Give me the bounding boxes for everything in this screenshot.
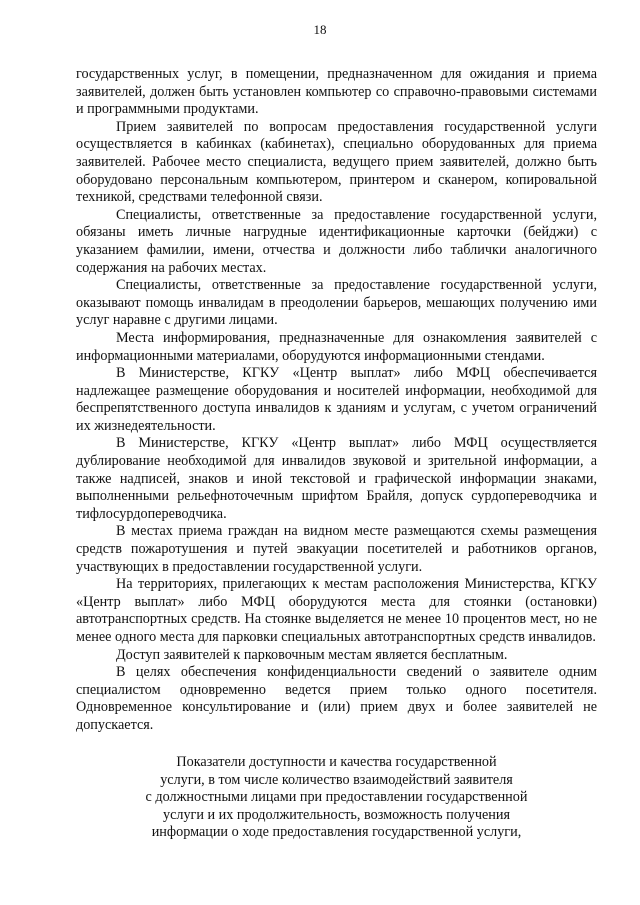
heading-line: Показатели доступности и качества государственной xyxy=(176,754,497,770)
paragraph: На территориях, прилегающих к местам расположения Министерства, КГКУ «Центр выплат» либо МФЦ оборудуются места для стоянки (остановки) автотранспортных средств. На стоянке выделяется не менее 10 процентов мест, но не менее одного места для парковки специальных автотранспортных средств инвалидов. xyxy=(76,576,597,645)
paragraph: В целях обеспечения конфиденциальности сведений о заявителе одним специалистом одновременно ведется прием только одного посетителя. Одновременное консультирование и (или) прием двух и более заявителей не допускается. xyxy=(76,664,597,733)
paragraph: Прием заявителей по вопросам предоставления государственной услуги осуществляется в кабинках (кабинетах), специально оборудованных для приема заявителей. Рабочее место специалиста, ведущего прием заявителей, должно быть оборудовано персональным компьютером, принтером и сканером, копировальной техникой, средствами телефонной связи. xyxy=(76,118,597,206)
paragraph: Места информирования, предназначенные для ознакомления заявителей с информационными материалами, оборудуются информационными стендами. xyxy=(76,329,597,364)
body-text xyxy=(76,66,597,735)
heading-line: услуги и их продолжительность, возможность получения xyxy=(162,806,510,823)
paragraph: Специалисты, ответственные за предоставление государственной услуги, обязаны иметь личные нагрудные идентификационные карточки (бейджи) с указанием фамилии, имени, отчества и должности либо таблички аналогичного содержания на рабочих местах. xyxy=(76,206,597,276)
paragraph-continuation: государственных услуг, в помещении, предназначенном для ожидания и приема заявителей, должен быть установлен компьютер со справочно-правовыми системами и программными продуктами. xyxy=(76,66,597,118)
heading-line: информации о ходе предоставления государственной услуги, xyxy=(151,824,522,841)
section-heading xyxy=(76,754,597,842)
heading-line: услуги, в том числе количество взаимодействий заявителя xyxy=(160,771,513,788)
paragraph: В Министерстве, КГКУ «Центр выплат» либо МФЦ обеспечивается надлежащее размещение оборудования и носителей информации, необходимой для беспрепятственного доступа инвалидов к зданиям и услугам, с учетом ограничений их жизнедеятельности. xyxy=(76,365,597,434)
page-number: 18 xyxy=(313,22,327,37)
heading-line: с должностными лицами при предоставлении государственной xyxy=(145,789,528,806)
paragraph: Специалисты, ответственные за предоставление государственной услуги, оказывают помощь инвалидам в преодолении барьеров, мешающих получению ими услуг наравне с другими лицами. xyxy=(76,277,597,329)
paragraph: В Министерстве, КГКУ «Центр выплат» либо МФЦ осуществляется дублирование необходимой для инвалидов звуковой и зрительной информации, а также надписей, знаков и иной текстовой и графической информации знаками, выполненными рельефноточечным шрифтом Брайля, допуск сурдопереводчика и тифлосурдопереводчика. xyxy=(76,435,597,522)
paragraph: В местах приема граждан на видном месте размещаются схемы размещения средств пожаротушения и путей эвакуации посетителей и работников органов, участвующих в предоставлении государственной услуги. xyxy=(76,523,597,575)
paragraph: Доступ заявителей к парковочным местам является бесплатным. xyxy=(116,646,508,663)
